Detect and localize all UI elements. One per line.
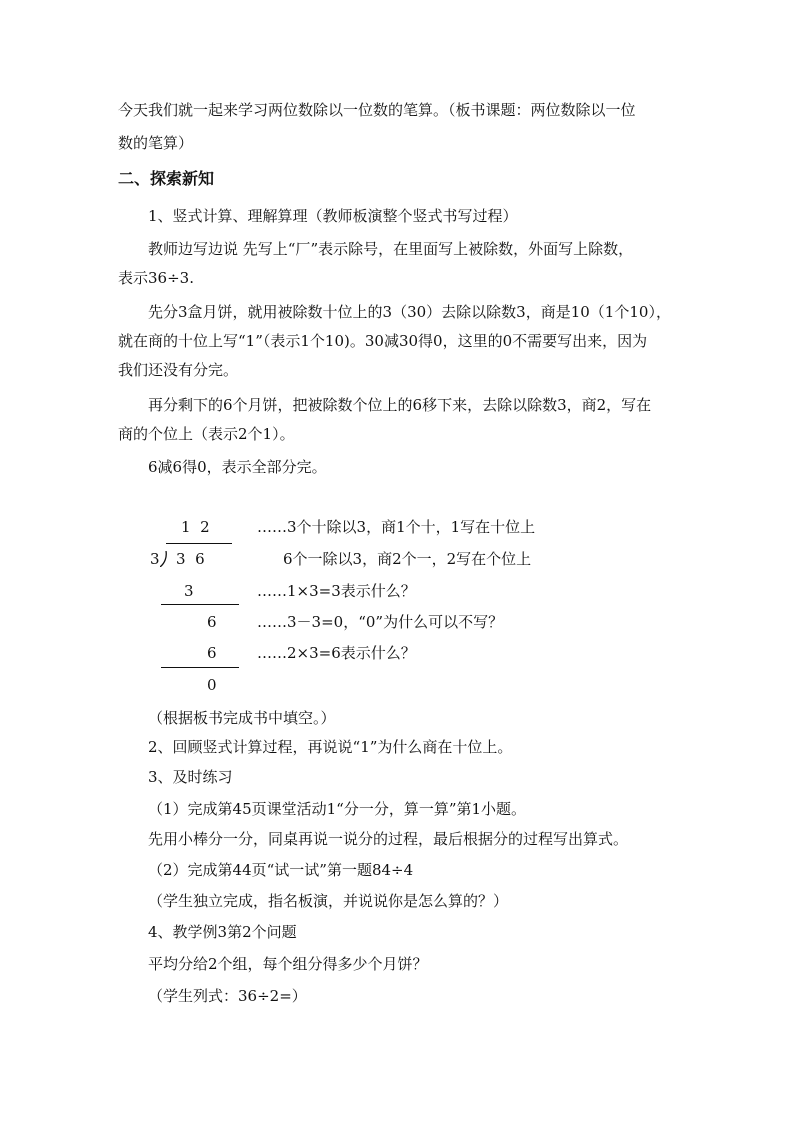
division-bracket-icon xyxy=(160,551,168,567)
paragraph-4: 6减6得0，表示全部分完。 xyxy=(148,458,327,476)
exercise-2: （2）完成第44页“试一试”第一题84÷4 xyxy=(148,861,414,879)
step-1-title: 1、竖式计算、理解算理（教师板演整个竖式书写过程） xyxy=(148,207,518,225)
paragraph-3-line-1: 再分剩下的6个月饼，把被除数个位上的6移下来，去除以除数3，商2，写在 xyxy=(148,396,652,414)
intro-line-1: 今天我们就一起来学习两位数除以一位数的笔算。（板书课题：两位数除以一位 xyxy=(118,101,636,119)
remainder-final: 0 xyxy=(207,676,217,694)
question-2: 平均分给2个组，每个组分得多少个月饼？ xyxy=(148,955,428,973)
quotient: 1 2 xyxy=(181,518,210,536)
fill-note: （根据板书完成书中填空。） xyxy=(148,709,336,727)
subtraction-line-2 xyxy=(161,667,239,668)
product-1: 3 xyxy=(184,582,194,600)
subtraction-line-1 xyxy=(161,604,239,605)
division-note-1: ……3个十除以3，商1个十，1写在十位上 xyxy=(257,518,536,536)
exercise-1: （1）完成第45页课堂活动1“分一分，算一算”第1小题。 xyxy=(148,800,527,818)
exercise-1-detail: 先用小棒分一分，同桌再说一说分的过程，最后根据分的过程写出算式。 xyxy=(148,830,629,848)
paragraph-3-line-2: 商的个位上（表示2个1）。 xyxy=(118,425,295,443)
division-bar xyxy=(166,543,232,544)
section-heading: 二、探索新知 xyxy=(118,169,215,188)
step-4: 4、教学例3第2个问题 xyxy=(148,923,297,941)
intro-line-2: 数的笔算） xyxy=(118,134,194,152)
paragraph-1-line-2: 表示36÷3. xyxy=(118,269,194,287)
division-note-2: 6个一除以3，商2个一，2写在个位上 xyxy=(283,550,532,568)
division-note-3: ……1×3=3表示什么？ xyxy=(257,582,416,600)
division-note-5: ……2×3=6表示什么？ xyxy=(257,644,416,662)
paragraph-2-line-3: 我们还没有分完。 xyxy=(118,361,239,379)
divisor: 3 xyxy=(150,550,160,568)
product-2: 6 xyxy=(207,644,217,662)
paragraph-2-line-2: 就在商的十位上写“1”（表示1个10)。30减30得0，这里的0不需要写出来，因为 xyxy=(118,332,648,350)
step-2: 2、回顾竖式计算过程，再说说“1”为什么商在十位上。 xyxy=(148,738,513,756)
question-2-formula: （学生列式：36÷2=） xyxy=(148,987,307,1005)
dividend: 3 6 xyxy=(176,550,205,568)
paragraph-2-line-1: 先分3盒月饼，就用被除数十位上的3（30）去除以除数3，商是10（1个10）， xyxy=(148,303,671,321)
paragraph-1-line-1: 教师边写边说 先写上“厂”表示除号，在里面写上被除数，外面写上除数， xyxy=(148,240,634,258)
step-3: 3、及时练习 xyxy=(148,768,233,786)
remainder-1: 6 xyxy=(207,613,217,631)
division-note-4: ……3－3=0，“0”为什么可以不写？ xyxy=(257,613,504,631)
exercise-2-detail: （学生独立完成，指名板演，并说说你是怎么算的？） xyxy=(148,892,509,910)
